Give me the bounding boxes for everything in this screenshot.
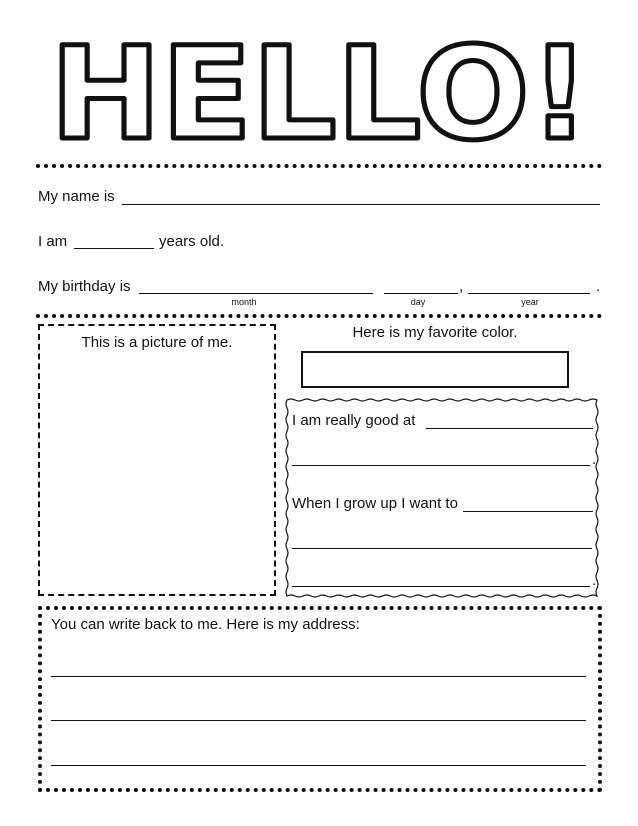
good-at-blank-1[interactable]	[426, 428, 593, 429]
good-at-label: I am really good at	[292, 412, 416, 429]
hello-title	[40, 30, 600, 150]
age-prefix-label: I am	[38, 233, 68, 250]
address-label: You can write back to me. Here is my address:	[51, 616, 360, 633]
age-suffix-label: years old.	[159, 233, 225, 250]
good-at-period: .	[592, 451, 597, 468]
birthday-year-sublabel: year	[521, 297, 539, 307]
grow-up-blank-3[interactable]	[292, 586, 590, 587]
birthday-period: .	[596, 278, 601, 295]
favorite-color-label: Here is my favorite color.	[352, 324, 518, 341]
age-blank[interactable]	[74, 248, 154, 249]
address-line-3[interactable]	[51, 765, 586, 766]
birthday-month-sublabel: month	[231, 297, 257, 307]
birthday-day-blank[interactable]	[384, 293, 458, 294]
title-divider	[36, 164, 602, 168]
grow-up-blank-1[interactable]	[463, 511, 593, 512]
hello-title-outline	[40, 30, 600, 150]
address-line-2[interactable]	[51, 720, 586, 721]
picture-frame[interactable]	[38, 324, 276, 596]
hello-title-text: HELLO!	[50, 30, 590, 150]
grow-up-period: .	[592, 572, 597, 589]
picture-caption: This is a picture of me.	[81, 334, 233, 351]
favorite-color-box[interactable]	[301, 351, 569, 388]
grow-up-blank-2[interactable]	[292, 548, 592, 549]
birthday-day-sublabel: day	[410, 297, 426, 307]
birthday-month-blank[interactable]	[139, 293, 373, 294]
grow-up-label: When I grow up I want to	[292, 495, 458, 512]
birthday-divider	[36, 314, 602, 318]
birthday-label: My birthday is	[38, 278, 131, 295]
address-line-1[interactable]	[51, 676, 586, 677]
name-label: My name is	[38, 188, 115, 205]
birthday-comma: ,	[459, 278, 464, 295]
name-blank[interactable]	[122, 204, 600, 205]
birthday-year-blank[interactable]	[468, 293, 590, 294]
good-at-blank-2[interactable]	[292, 465, 590, 466]
